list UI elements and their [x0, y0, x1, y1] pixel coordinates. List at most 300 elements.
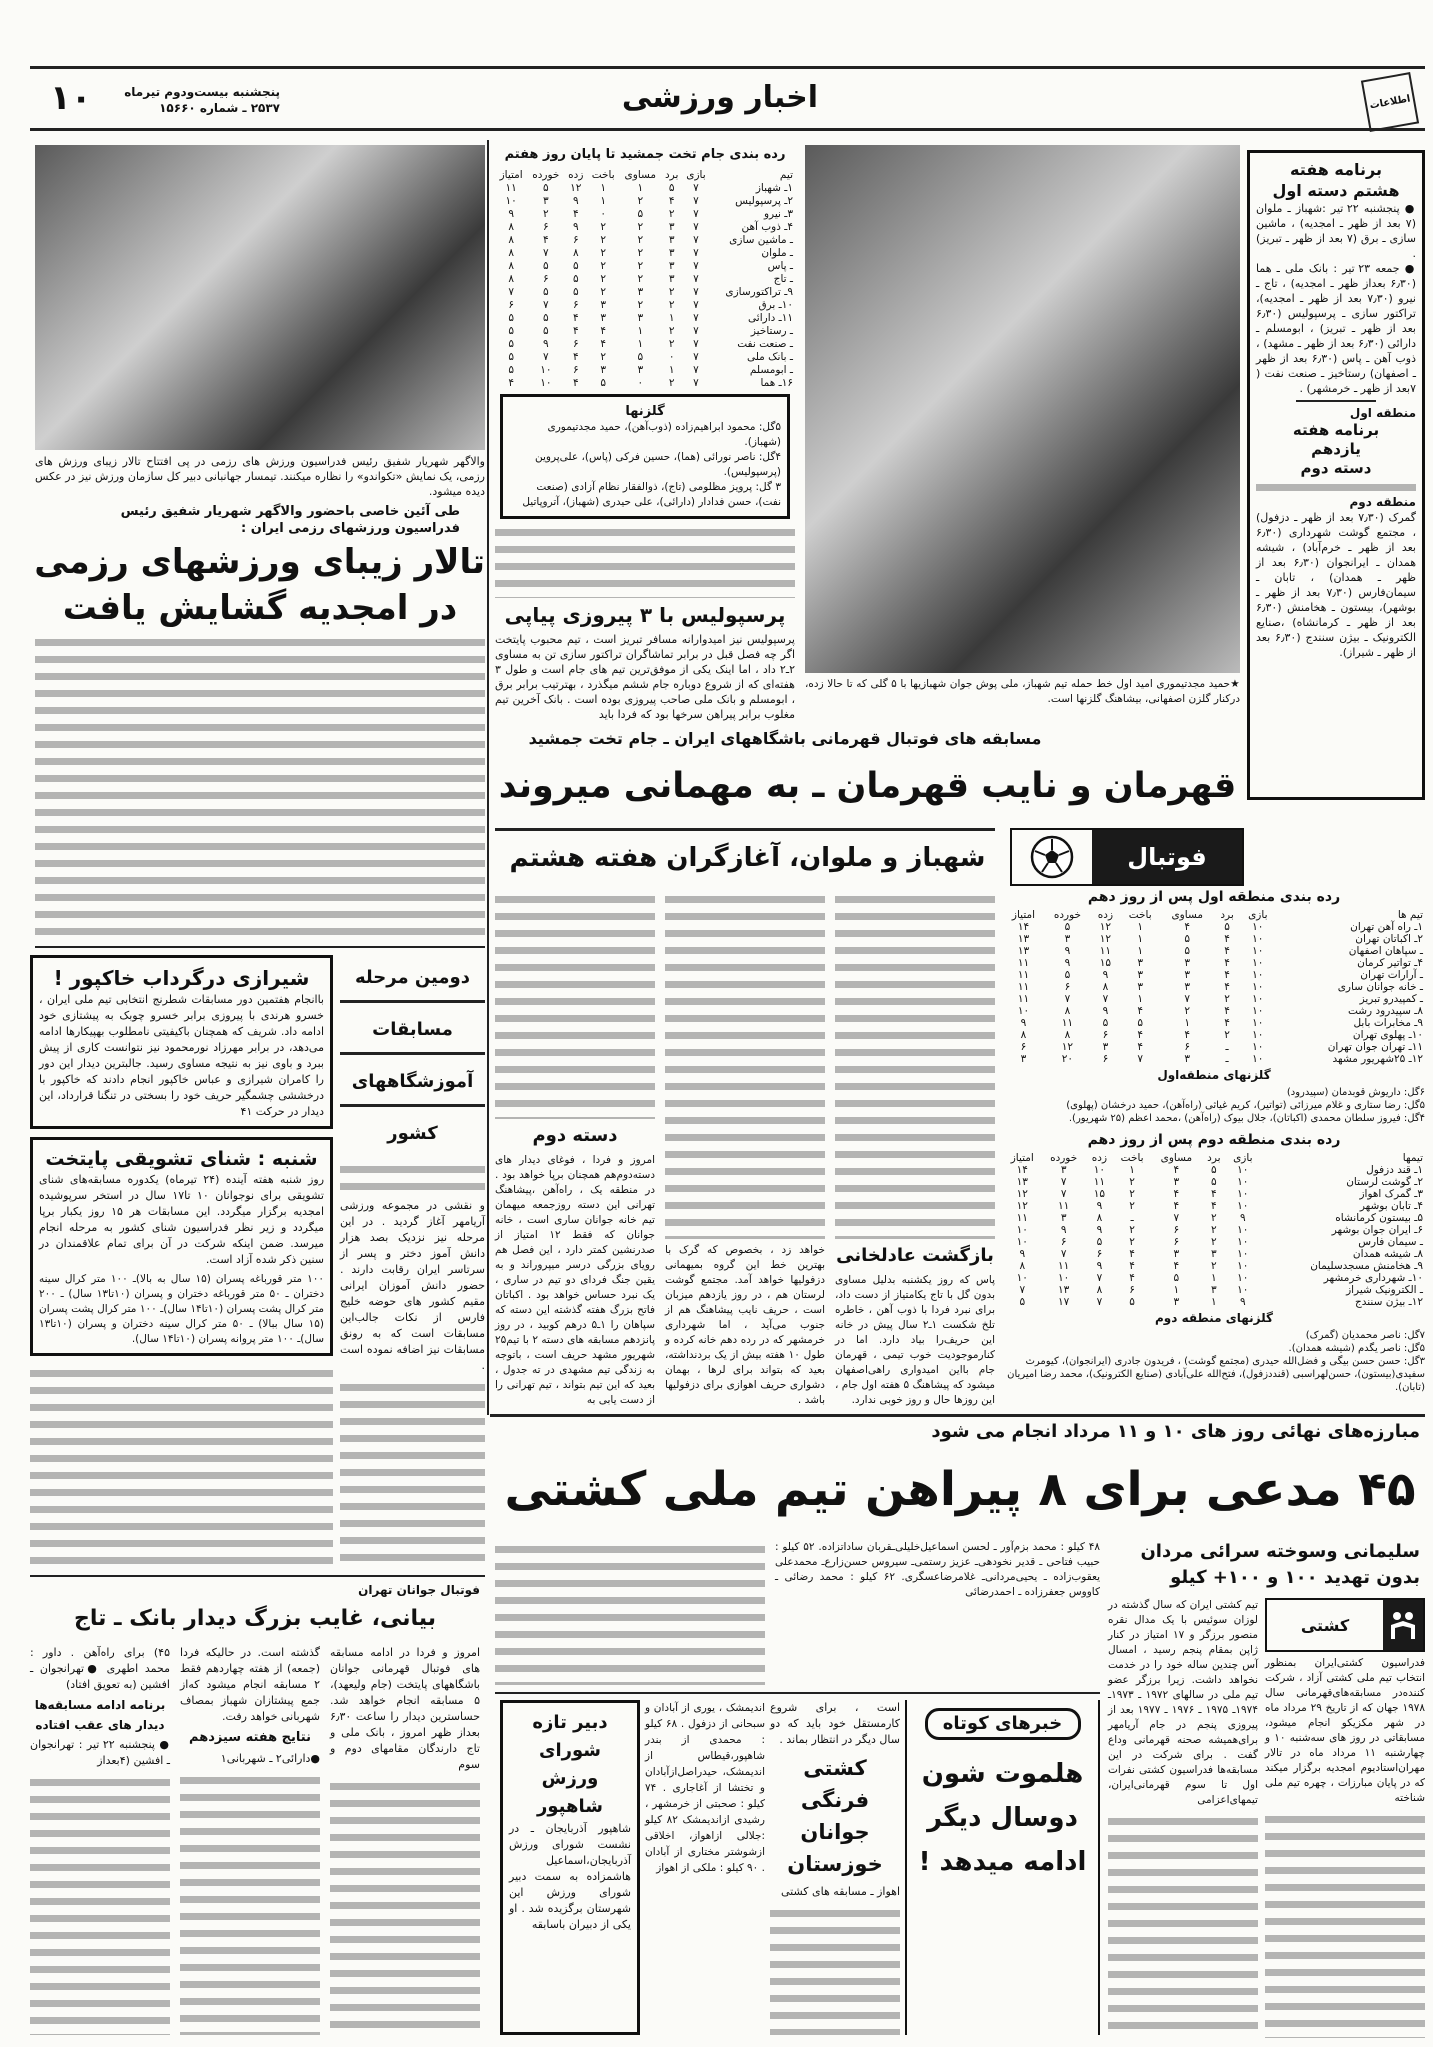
column-header: خورده — [1050, 1152, 1078, 1164]
header-bottom-rule — [30, 128, 1425, 131]
table-cell: ۹ — [1102, 1005, 1109, 1017]
school-box-1: دومین مرحله — [340, 955, 485, 1003]
table-cell: ۹ — [543, 338, 549, 350]
table-cell: ۸ — [1096, 1284, 1103, 1296]
table-cell: ۴ — [1129, 1272, 1135, 1284]
table-cell: ـ رستاخیز — [750, 325, 793, 337]
table-cell: ۹ — [1239, 1212, 1246, 1224]
table-cell: ۲ — [637, 247, 644, 259]
table-cell: ۱ـ قند دزفول — [1366, 1164, 1423, 1176]
table-row — [1003, 921, 1425, 933]
table-cell: ۷ — [1137, 1053, 1144, 1065]
table-cell: ۸ — [508, 260, 514, 272]
table-cell: ۵ — [508, 338, 514, 350]
table-cell: ـ سپاهان اصفهان — [1348, 945, 1423, 957]
youth-col-2-wrap — [180, 1645, 320, 2035]
cup-column — [495, 145, 795, 722]
program-title-2: هشتم دسته اول — [1272, 181, 1400, 200]
table-cell: ۳ — [637, 364, 644, 376]
table-cell: ۱ — [1129, 1164, 1135, 1176]
table-cell: ۷ — [1102, 993, 1109, 1005]
wrestling-body-2-more — [1108, 1812, 1258, 2038]
table-cell: ۵ — [508, 351, 514, 363]
footballer-photo — [805, 145, 1240, 673]
wrestling-body-1-more — [1265, 1810, 1425, 2038]
left-boxes-column — [30, 955, 333, 1567]
table-cell: ۷ — [693, 338, 699, 350]
table-cell: ۱ — [1211, 1296, 1217, 1308]
table-row — [495, 299, 795, 312]
table-cell: ۱۰ — [1252, 1005, 1264, 1017]
table-cell: ۵ — [543, 325, 549, 337]
table-cell: ۷ — [693, 312, 699, 324]
table-row — [1003, 1248, 1425, 1260]
table-cell: ۱ — [668, 312, 675, 324]
table-cell: ۵ — [1064, 969, 1071, 981]
table-row — [495, 221, 795, 234]
table-cell: ۴ — [1173, 1164, 1180, 1176]
youth-headline: بیانی، غایب بزرگ دیدار بانک ـ تاج — [74, 1606, 436, 1631]
table-cell: ۱ — [637, 182, 644, 194]
region-2-program: گمرک (۷٫۳۰ بعد از ظهر ـ دزفول) ، مجتمع گوشت شهرداری (۶٫۳۰ بعد از ظهر ـ خرم‌آباد) ، شیشه همدان ـ ایرانجوان (۶٫۳۰ بعد از ظهر ـ همدان) ، تابان ـ سیمان‌فارس (۷٫۳۰ بعد از ظهر ـ بوشهر)، بیستون ـ هخامنش (۶٫۳۰ بعد از ظهر ـ کرمانشاه) ،صنایع الکترونیک ـ بیژن سنندج (۶٫۳۰ بعد از ظهر ـ شیراز). — [1256, 511, 1417, 659]
region-1-scorers — [1003, 1086, 1425, 1125]
table-cell: ۱۲ـ ۲۵شهریور مشهد — [1332, 1053, 1423, 1065]
table-cell: ۹ — [1096, 1260, 1103, 1272]
table-cell: ۱۰ـ پهلوی تهران — [1352, 1029, 1423, 1041]
table-cell: ـ ملوان — [761, 247, 793, 259]
martial-headline-1: تالار زیبای ورزشهای رزمی — [34, 542, 485, 582]
table-cell: ۹ — [1060, 1224, 1067, 1236]
table-row — [1003, 1272, 1425, 1284]
table-cell: ۶ — [1102, 1053, 1109, 1065]
table-cell: ۹ — [1239, 1296, 1246, 1308]
table-cell: ۱۰ — [1237, 1224, 1249, 1236]
table-cell: ۵ — [572, 286, 579, 298]
swim-headline: شنبه : شنای تشویقی پایتخت — [45, 1148, 318, 1170]
table-cell: ۷ — [693, 234, 699, 246]
table-cell: ۵ — [508, 325, 514, 337]
table-cell: ۸ — [508, 273, 514, 285]
table-cell: ۷ — [543, 247, 549, 259]
table-row — [495, 364, 795, 377]
table-cell: ۱۱ـ دارائی — [748, 312, 793, 324]
table-cell: ۷ — [693, 182, 699, 194]
table-row — [1003, 1176, 1425, 1188]
table-cell: ۱۱ — [1061, 1017, 1074, 1029]
table-cell: ۵ — [668, 182, 675, 194]
table-cell: ۲ — [1129, 1176, 1135, 1188]
column-header: تیم — [779, 169, 793, 181]
wrestling-kicker: مبارزه‌های نهائی روز های ۱۰ و ۱۱ مرداد انجام می شود — [931, 1421, 1420, 1442]
table-cell: ـ کمپیدرو تبریز — [1359, 993, 1423, 1005]
table-cell: ۰ — [637, 377, 644, 389]
column-header: برد — [1220, 909, 1234, 921]
chess-box — [30, 955, 333, 1129]
table-cell: ۲ — [1129, 1224, 1135, 1236]
table-cell: ۴ — [572, 312, 579, 324]
table-cell: ۷ — [693, 208, 699, 220]
table-cell: ۵ — [543, 182, 549, 194]
school-article-body: و نقشی در مجموعه ورزشی آریامهر آغاز گردید . در این مرحله نیز نزدیک بصد هزار دانش آموز دختر و پسر از سرتاسر ایران رقابت دارند . حضور دانش آموزان ایرانی مقیم کشور های حوضه خلیج فارس از نکات جالب‌این مسابقات است که به رونق مسابقات نیز اضافه نموده است . — [340, 1199, 485, 1372]
table-cell: ۱۱ — [505, 182, 517, 194]
table-row — [1003, 1017, 1425, 1029]
table-cell: ۵ — [1211, 1176, 1217, 1188]
table-row — [1003, 1236, 1425, 1248]
column-header: بازی — [1248, 909, 1268, 921]
table-cell: ۵ — [572, 260, 579, 272]
table-row — [495, 338, 795, 351]
column-header: تیمها — [1402, 1152, 1423, 1164]
greco-column — [770, 1700, 900, 2035]
table-cell: ۶ — [543, 221, 549, 233]
martial-article-body — [35, 633, 485, 940]
table-cell: ۷ — [693, 351, 699, 363]
table-cell: ۱۰ — [1252, 1041, 1264, 1053]
table-cell: ۸ — [1020, 1029, 1027, 1041]
table-cell: ۱۱ — [1099, 945, 1112, 957]
table-cell: ۸ — [1064, 1005, 1071, 1017]
table-cell: ۵ — [637, 351, 644, 363]
table-cell: ۱ — [1137, 933, 1144, 945]
wrestling-headline: ۴۵ مدعی برای ۸ پیراهن تیم ملی کشتی — [504, 1462, 1416, 1517]
column-header: زده — [568, 169, 584, 181]
section-title: اخبار ورزشی — [621, 80, 819, 115]
table-cell: ۹ — [1064, 945, 1071, 957]
table-row — [495, 247, 795, 260]
table-cell: ۱۳ — [1058, 1284, 1070, 1296]
table-cell: ۲ — [600, 234, 607, 246]
cup-standings-title: رده بندی جام تخت جمشید تا پایان روز هفتم — [504, 147, 786, 162]
divider — [495, 828, 995, 831]
program-title-4: یازدهم — [1311, 440, 1361, 458]
scorer-line: ۷گل: ناصر محمدیان (گمرک) — [1305, 1330, 1425, 1341]
table-cell: ۵ — [1184, 933, 1191, 945]
table-cell: ۶ — [1184, 1041, 1191, 1053]
table-cell: ۹ — [508, 208, 514, 220]
table-cell: ۲ — [1129, 1236, 1135, 1248]
youth-col-3-wrap — [30, 1645, 170, 2035]
return-heading: بازگشت عادلخانی — [836, 1245, 994, 1266]
table-cell: ۴ـ تواتیر کرمان — [1357, 957, 1423, 969]
wrestling-body-2: تیم کشتی ایران که سال گذشته در لوزان سوئیس با یک مدال نقره منصور برزگر و ۱۷ امتیاز در کنار ژاپن بمقام پنجم رسید ، امسال آس چندین ساله خود را در خدمت نخواهد داشت. زیرا برزگر عضو تیم ملی در سالهای ۱۹۷۲ ـ ۱۹۷۳ـ ۱۹۷۴ـ ۱۹۷۵ ـ ۱۹۷۶ ـ ۱۹۷۷ بعد از پیروزی پنجم در جام آریامهر برای‌همیشه صحنه قهرمانی وداع گفت . برای شرکت در این مسابقه‌ها فدراسیون کشتی نفرات اول تا سوم قهرمانی‌ایران، تیمهای‌اعزامی — [1108, 1599, 1258, 1806]
program-item: ● جمعه ۲۳ تیر : بانک ملی ـ هما (۶٫۳۰ بعداز ظهر ـ امجدیه) ، تاج ـ نیرو (۷٫۳۰ بعد از ظهر ـ امجدیه)، تراکتور سازی ـ پرسپولیس (۶٫۳۰ بعد از ظهر ـ تبریز) ، ابومسلم ـ دارائی (۶٫۳۰ بعد از ظهر ـ مشهد) ، ذوب آهن ـ پاس (۶٫۳۰ بعد از ظهر ـ اصفهان) رستاخیز ـ صنعت نفت ( ۷بعد از ظهر ـ خرمشهر) . — [1256, 262, 1417, 395]
table-cell: ۴ — [1137, 1029, 1144, 1041]
table-cell: ۱۳ — [1016, 1176, 1028, 1188]
divider — [35, 946, 485, 948]
table-cell: ۱۰ — [1016, 1224, 1028, 1236]
table-cell: ۱۱ — [1058, 1260, 1070, 1272]
youth-col-2: گذشته است. در حالیکه فردا (جمعه) از هفته چهاردهم فقط ۲ مسابقه انجام میشود که‌از جمع پیشتازان شهباز بمصاف شهربانی خواهد رفت. — [180, 1646, 320, 1723]
table-cell: ۵ — [1224, 921, 1230, 933]
table-cell: ۱۳ — [1017, 945, 1030, 957]
date-line-1: پنجشنبه بیست‌ودوم تیرماه — [124, 85, 280, 99]
table-cell: ۸ — [508, 234, 514, 246]
region-2-table — [1003, 1152, 1425, 1308]
scorer-line: ۳گل: حسن حسن بیگی و فضل‌الله حیدری (مجتمع گوشت) ، فریدون جادری (ایرانجوان)، کیومرث سفیدی(بیستون)، حسن‌لهراسبی (قنددزفول)، فتح‌الله علی‌آبادی (صنایع الکترونیک)، محمد رضا امیریان (تابان). — [1007, 1356, 1425, 1393]
column-header: تیم ها — [1397, 909, 1423, 921]
table-cell: ۹ـ هخامنش مسجدسلیمان — [1310, 1260, 1423, 1272]
table-cell: ۳ — [1211, 1248, 1217, 1260]
table-cell: ۷ — [1173, 1212, 1180, 1224]
soccer-ball-icon — [1012, 830, 1092, 884]
photo-caption: والاگهر شهریار شفیق رئیس فدراسیون ورزش های رزمی در پی افتتاح تالار زیبای ورزش های رزمی، یک نمایش «تکواندو» را نظاره میکنند. تیمسار جهانبانی دبیر کل سازمان ورزش نیز در عکس دیده میشود. — [35, 455, 485, 498]
table-cell: ۰ — [600, 208, 607, 220]
table-cell: ۱۰ — [1237, 1272, 1249, 1284]
table-cell: ۴ — [1224, 981, 1230, 993]
return-body: پاس که روز یکشنبه بدلیل مساوی بدون گل با تاج یکامتیاز از دست داد، برای نبرد فردا با ذوب آهن ، خاطره تلخ شکست ۱ـ۲ سال پیش در خانه این حریف‌را بیاد دارد. اما در کنارموجودیت خوب تیمی ، قهرمان جام بااین امیدواری راهی‌اصفهان میشود که پیشاهنگ ۵ هفته اول جام ، این روزها حال و روز خوبی ندارد. — [835, 1274, 995, 1406]
table-cell: ۷ — [1064, 993, 1071, 1005]
table-cell: ۴ — [1173, 1260, 1180, 1272]
football-section-box — [1010, 828, 1244, 886]
table-cell: ۵ — [508, 312, 514, 324]
school-competition-column — [340, 955, 485, 1567]
table-cell: ۱ـ شهباز — [755, 182, 793, 194]
table-cell: ۹ — [1019, 1248, 1026, 1260]
region-2-scorers-title: گلزنهای منطقه دوم — [1155, 1311, 1273, 1325]
table-cell: ۳ـ گمرک اهواز — [1359, 1188, 1423, 1200]
table-row — [1003, 957, 1425, 969]
table-cell: ۹ — [1096, 1224, 1103, 1236]
wrestling-col-2-wrap — [1108, 1598, 1258, 2038]
scorers-line: ۳ گل: پرویز مظلومی (تاج)، ذوالفقار نظام آزادی (صنعت نفت)، حسن فدادار (دارائی)، علی حیدری (شهباز)، آتروپاتیل — [522, 481, 781, 508]
table-cell: ۲ — [637, 260, 644, 272]
scorers-box — [500, 394, 790, 519]
region-1-program — [1256, 478, 1416, 495]
table-cell: ۱۱ — [1093, 1176, 1106, 1188]
table-cell: ۳ — [1173, 1296, 1180, 1308]
table-cell: ـ سیمان فارس — [1358, 1236, 1423, 1248]
table-cell: ـ تاج — [773, 273, 793, 285]
table-cell: ۴ — [572, 208, 579, 220]
column-header: بازی — [1233, 1152, 1253, 1164]
header-top-rule — [30, 66, 1425, 69]
table-cell: ۱۰ — [1252, 957, 1264, 969]
table-cell: ۱۰ — [1237, 1164, 1249, 1176]
date-line-2: ۲۵۳۷ ـ شماره ۱۵۶۶۰ — [159, 101, 280, 115]
table-cell: ۷ — [508, 286, 514, 298]
table-cell: ۵ — [637, 208, 644, 220]
football-label: فوتبال — [1092, 830, 1242, 884]
table-cell: ۱۰ — [540, 364, 552, 376]
table-cell: ۱۱ — [1017, 993, 1030, 1005]
table-cell: ۹ـ مخابرات بابل — [1353, 1017, 1423, 1029]
table-cell: ۲ — [668, 325, 675, 337]
table-cell: ـ الکترونیک شیراز — [1346, 1284, 1423, 1296]
table-cell: ۷ — [693, 273, 699, 285]
table-cell: ۴ — [572, 325, 579, 337]
table-cell: ۱۲ـ بیژن سنندج — [1354, 1296, 1423, 1308]
table-cell: ۳ — [668, 273, 675, 285]
table-cell: ۲ — [668, 286, 675, 298]
table-cell: ۷ — [1060, 1248, 1067, 1260]
table-row — [495, 286, 795, 299]
region-1-label: منطقه اول — [1349, 406, 1416, 420]
youth-col-3: ۴۵) برای راه‌آهن . داور : محمد اطهری ●تهرانجوان ـ افشین (به تعویق افتاد) — [30, 1646, 170, 1691]
football-subheadline: شهباز و ملوان، آغازگران هفته هشتم — [509, 843, 986, 873]
youth-col-1-more — [330, 1777, 480, 2035]
table-cell: ۱۱ — [1058, 1200, 1070, 1212]
school-box-2: مسابقات — [340, 1007, 485, 1055]
table-cell: ۱ — [1173, 1284, 1180, 1296]
table-cell: ۲ — [1224, 1029, 1230, 1041]
table-cell: ۳ — [600, 299, 607, 311]
table-cell: ۱۰ — [1252, 933, 1264, 945]
table-cell: ۱ — [637, 325, 644, 337]
table-cell: ۲ — [1211, 1224, 1217, 1236]
table-cell: ۷ — [693, 325, 699, 337]
divider — [30, 1575, 485, 1577]
table-cell: ۷ — [1060, 1176, 1067, 1188]
greco-headline: کشتی فرنگی جوانان خوزستان — [787, 1756, 883, 1876]
table-cell: ۴ — [668, 195, 675, 207]
region-2-label: منطقه دوم — [1349, 495, 1416, 509]
table-cell: ۷ — [1096, 1272, 1103, 1284]
logo-text: اطلاعات — [1368, 93, 1412, 111]
scorer-line: ۵گل: ناصر یگدم (شیشه همدان). — [1288, 1343, 1425, 1354]
table-cell: ـ — [1225, 1053, 1229, 1065]
table-row — [1003, 1188, 1425, 1200]
table-cell: ـ — [1225, 1041, 1229, 1053]
football-col-2 — [665, 890, 825, 1239]
table-cell: ۵ — [1102, 1017, 1109, 1029]
table-cell: ۹ — [1096, 1200, 1103, 1212]
column-header: زده — [1097, 909, 1114, 921]
table-cell: ۱۰ — [1017, 1005, 1030, 1017]
table-cell: ۴ — [572, 351, 579, 363]
table-cell: ۳ — [1173, 1176, 1180, 1188]
shahpur-weights: اندیمشک ، یوری از آبادان و سبحانی از دزفول . ۶۸ کیلو : محمدی از بندر شاهپور،قیطاس از اندیمشک، حیدراصل‌ازآبادان و تختشا از آغاجاری . ۷۴ کیلو : صحبتی از خرمشهر ، رشیدی ازاندیمشک ۸۲ کیلو :جلالی ازاهواز، اخلاقی ازشوشتر مختاری از آبادان . ۹۰ کیلو : ملکی از اهواز — [645, 1702, 766, 1874]
table-cell: ۳ — [1184, 1053, 1191, 1065]
table-cell: ۴ — [1211, 1188, 1217, 1200]
table-cell: ۱۰ـ شهرداری خرمشهر — [1323, 1272, 1423, 1284]
table-cell: ۱۰ — [1058, 1272, 1070, 1284]
div2-body: امروز و فردا ، فوغای دیدار های دسته‌دوم‌هم همچنان برپا خواهد بود . در منطقه یک ، راه‌آهن ،پیشاهنگ تهرانی این دسته روزجمعه میهمان تیم خانه جوانان ساری است ، خانه جوانان که فقط ۱۲ امتیاز از صدرنشین کمتر دارد ، این فصل هم رویای بزرگی درسر میپروراند و به یقین جنگ فردای دو تیم در ساری ، یک نبرد حساس خواهد بود . اکباتان فاتح بزرگ هفته گذشته این دسته که سپاهان را ۱ـ۵ درهم کوبید ، در روز پانزدهم مسابقه های دسته ۲ با تیم۲۵ شهریور مشهد حریف است ، باتوجه به زندگی تیم مشهدی در ته جدول ، بعید که این تیم بتواند ، تیم تهرانی را از دست یابی به — [495, 1154, 656, 1406]
article-kicker: طی آئین خاصی باحضور والاگهر شهریار شفیق رئیس فدراسیون ورزشهای رزمی ایران : — [120, 504, 460, 536]
table-cell: ۱۱ — [1017, 957, 1030, 969]
table-cell: ۴ — [1224, 957, 1230, 969]
table-cell: ۲ — [1211, 1236, 1217, 1248]
table-cell: ۳ — [668, 247, 675, 259]
table-row — [1003, 945, 1425, 957]
table-cell: ۸ — [572, 247, 579, 259]
table-row — [1003, 1005, 1425, 1017]
table-cell: ۴ — [1211, 1200, 1217, 1212]
table-cell: ۷ — [693, 221, 699, 233]
table-row — [1003, 1200, 1425, 1212]
table-cell: ۲ — [600, 351, 607, 363]
table-row — [1003, 1224, 1425, 1236]
table-row — [1003, 1296, 1425, 1308]
table-cell: ۲ — [543, 208, 549, 220]
table-cell: ۵ — [1211, 1164, 1217, 1176]
table-row — [495, 234, 795, 247]
table-row — [495, 312, 795, 325]
table-cell: ۹ — [572, 221, 579, 233]
table-cell: ۴ـ تابان بوشهر — [1359, 1200, 1423, 1212]
table-cell: ۲ — [1224, 993, 1230, 1005]
table-cell: ۳ — [637, 286, 644, 298]
school-box-3: آموزشگاههای — [340, 1059, 485, 1107]
table-cell: ۴ — [508, 377, 514, 389]
region-1-scorers-title: گلزنهای منطقه‌اول — [1157, 1068, 1271, 1082]
scorer-line: ۴گل: فیروز سلطان محمدی (اکباتان)، جلال بیوک (راه‌آهن) ،محمد اعظم (۲۵ شهریور). — [1068, 1113, 1425, 1124]
football-kicker: مسابقه های فوتبال قهرمانی باشگاههای ایران ـ جام تخت جمشید — [528, 729, 1042, 748]
martial-arts-article — [35, 145, 485, 940]
table-cell: ۱ — [1137, 945, 1144, 957]
table-cell: ۵ — [543, 286, 549, 298]
table-cell: ۷ — [693, 299, 699, 311]
table-cell: ۶ — [543, 273, 549, 285]
greco-body-more — [770, 1904, 900, 2035]
wrestling-col-1-wrap — [1265, 1598, 1425, 2038]
table-cell: ۱ — [1137, 993, 1144, 1005]
table-cell: ۳ — [543, 195, 549, 207]
table-row — [495, 182, 795, 195]
table-cell: ۴ — [1224, 1017, 1230, 1029]
table-cell: ۸ — [1064, 1029, 1071, 1041]
table-cell: ۷ — [693, 247, 699, 259]
table-cell: ۵ — [1129, 1296, 1135, 1308]
table-cell: ۶ — [1102, 1029, 1109, 1041]
table-cell: ۵ — [508, 364, 514, 376]
table-cell: ۴ — [600, 325, 607, 337]
table-cell: ۲ — [1211, 1260, 1217, 1272]
table-cell: ۳ — [1173, 1248, 1180, 1260]
table-cell: ۱۱ — [1016, 1212, 1028, 1224]
newspaper-logo — [1361, 72, 1419, 132]
table-cell: ۶ — [572, 299, 579, 311]
school-article-body-top — [340, 1160, 485, 1194]
table-cell: ۵ — [1184, 945, 1191, 957]
table-cell: ۲ — [1184, 1005, 1191, 1017]
table-cell: ۰ — [668, 351, 675, 363]
table-row — [1003, 981, 1425, 993]
table-cell: ۳ — [1102, 1041, 1109, 1053]
table-cell: ۴ — [1137, 1041, 1144, 1053]
table-row — [1003, 933, 1425, 945]
table-cell: ۹ — [572, 195, 579, 207]
region-2-title: رده بندی منطقه دوم پس از روز دهم — [1087, 1132, 1341, 1148]
table-cell: ۱ — [1184, 1017, 1191, 1029]
wrestlers-icon — [1383, 1600, 1423, 1650]
wrestling-section-box — [1265, 1598, 1425, 1652]
table-cell: ۱۰ — [1237, 1176, 1249, 1188]
table-cell: ۱۰ — [1252, 981, 1264, 993]
table-cell: ۷ — [1060, 1188, 1067, 1200]
football-col-3-wrap — [495, 890, 655, 1408]
table-cell: ۸ — [1019, 1260, 1026, 1272]
table-cell: ۹ـ تراکتورسازی — [725, 286, 793, 298]
table-row — [1003, 1260, 1425, 1272]
table-cell: ۵ — [1064, 921, 1071, 933]
swim-body: روز شنبه هفته آینده (۲۴ تیرماه) یکدوره مسابقه‌های شنای تشویقی برای نوجوانان ۱۰ تا۱۷ سال در استخر سرپوشیده امجدیه برگزار میگردد. این مسابقات هر ۱۵ روز یکبار برپا میگردد و زیر نظر فدراسیون شنای کشور به مرحله انجام میرسد. ضمن اینکه شرکت در آن برای تمام علاقمندان در سنین ذکر شده آزاد است. — [39, 1173, 325, 1266]
program-title-3: برنامه هفته — [1292, 421, 1380, 439]
table-cell: ۲ — [668, 377, 675, 389]
youth-program-title: برنامه ادامه مسابقه‌ها — [34, 1698, 166, 1712]
table-cell: ۶ — [1173, 1236, 1180, 1248]
table-cell: ۲ـ گوشت لرستان — [1346, 1176, 1423, 1188]
wrestling-label: کشتی — [1300, 1615, 1350, 1635]
table-cell: ۵ — [1096, 1236, 1103, 1248]
table-cell: ۴ — [1224, 945, 1230, 957]
table-cell: ۵ — [543, 260, 549, 272]
column-header: خورده — [532, 169, 560, 181]
region-2-scorers — [1003, 1329, 1425, 1394]
scorers-line: ۵گل: محمود ابراهیم‌زاده (ذوب‌آهن)، حمید مجدتیموری (شهباز). — [547, 421, 781, 448]
region-1-table — [1003, 909, 1425, 1065]
divider — [495, 1692, 1100, 1694]
weekly-program-box — [1247, 150, 1425, 800]
